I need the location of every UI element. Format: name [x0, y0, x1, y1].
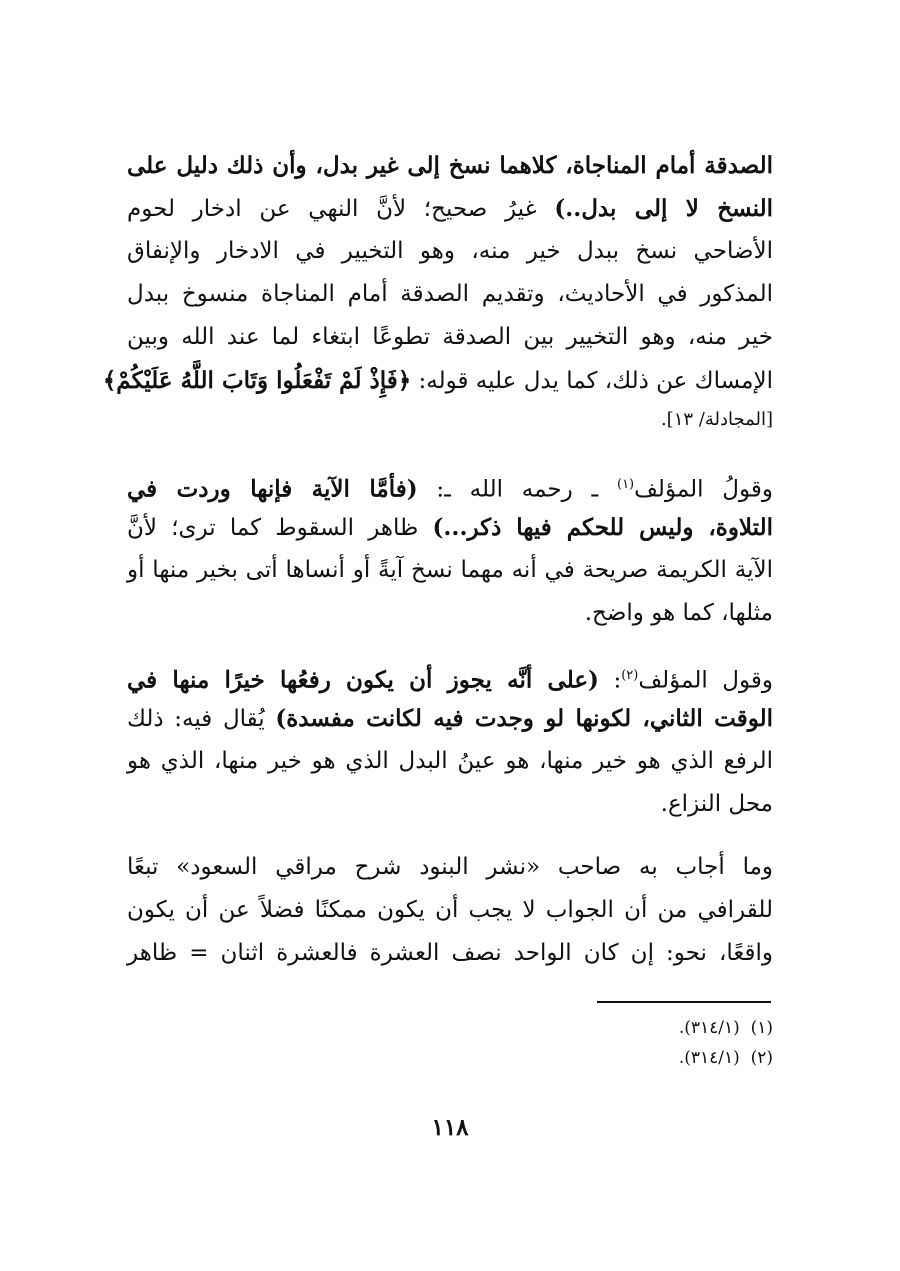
line: [127, 697, 773, 740]
line-text: المذكور في الأحاديث، وتقديم الصدقة أمام المناجاة منسوخ ببدل: [127, 281, 773, 307]
line-text: للقرافي من أن الجواب لا يجب أن يكون ممكنًا فضلاً عن أن يكون: [127, 897, 773, 923]
line: [127, 273, 773, 316]
quran-verse: ﴿فَإِذْ لَمْ تَفْعَلُوا وَتَابَ اللَّهُ عَلَيْكُمْ﴾: [102, 367, 412, 394]
line-text: غيرُ صحيح؛ لأنَّ النهي عن ادخار لحوم: [127, 196, 555, 222]
footnotes: [520, 1013, 773, 1073]
paragraph-2: [127, 463, 773, 635]
line-text: وقولُ المؤلف: [634, 476, 773, 503]
bold-text: النسخ لا إلى بدل..): [554, 195, 773, 222]
bold-text: التلاوة، وليس للحكم فيها ذكر...): [432, 514, 773, 541]
verse-citation: [المجادلة/ ١٣].: [660, 409, 773, 430]
paragraph-3: [127, 654, 773, 826]
line-text: الإمساك عن ذلك، كما يدل عليه قوله:: [411, 368, 773, 394]
footnote-reference: (٣١٤/١).: [678, 1018, 740, 1038]
line-text: وقول المؤلف: [638, 667, 773, 694]
line: [127, 463, 773, 506]
line-text: يُقال فيه: ذلك: [127, 706, 276, 732]
paragraph-1: [102, 144, 773, 438]
footnote-number: (١): [750, 1018, 773, 1038]
line-text: :: [598, 667, 622, 694]
line: [127, 783, 773, 826]
line: [127, 549, 773, 592]
line: [127, 592, 773, 635]
paragraph-4: [127, 846, 773, 975]
line-text: الرفع الذي هو خير منها، هو عينُ البدل الذي هو خير منها، الذي هو: [127, 748, 773, 774]
line: [127, 889, 773, 932]
line: [127, 144, 773, 187]
footnote-marker[interactable]: (٢): [621, 668, 639, 683]
footnote-2: [520, 1043, 773, 1073]
footnote-1: [520, 1013, 773, 1043]
line: [127, 316, 773, 359]
line-text: واقعًا، نحو: إن كان الواحد نصف العشرة فالعشرة اثنان = ظاهر: [127, 940, 773, 966]
footnote-number: (٢): [750, 1048, 773, 1068]
line-text: خير منه، وهو التخيير بين الصدقة تطوعًا ابتغاء لما عند الله وبين: [127, 324, 773, 350]
line-text: محل النزاع.: [660, 791, 773, 817]
bold-text: الصدقة أمام المناجاة، كلاهما نسخ إلى غير بدل، وأن ذلك دليل على: [127, 152, 773, 179]
line-text: ظاهر السقوط كما ترى؛ لأنَّ: [127, 515, 433, 541]
bold-text: (فأمَّا الآية فإنها وردت في: [127, 475, 418, 503]
line: [127, 506, 773, 549]
footnote-reference: (٣١٤/١).: [678, 1048, 740, 1068]
line: [127, 187, 773, 230]
line-text: الأضاحي نسخ ببدل خير منه، وهو التخيير في الادخار والإنفاق: [127, 238, 773, 264]
bold-text: (على أنَّه يجوز أن يكون رفعُها خيرًا منها في: [127, 666, 599, 694]
line-text: ـ رحمه الله ـ:: [417, 476, 617, 503]
bold-text: الوقت الثاني، لكونها لو وجدت فيه لكانت مفسدة): [275, 705, 773, 732]
page-number: ١١٨: [431, 1114, 469, 1141]
line: [127, 654, 773, 697]
footnote-marker[interactable]: (١): [616, 477, 635, 492]
line-text: مثلها، كما هو واضح.: [584, 600, 773, 626]
line: [102, 359, 773, 402]
line: [127, 740, 773, 783]
line: [127, 846, 773, 889]
line-text: وما أجاب به صاحب «نشر البنود شرح مراقي السعود» تبعًا: [127, 854, 773, 880]
footnote-divider: [597, 1001, 771, 1003]
line: [127, 932, 773, 975]
line: [127, 230, 773, 273]
line-text: الآية الكريمة صريحة في أنه مهما نسخ آيةً أو أنساها أتى بخير منها أو: [127, 557, 773, 583]
